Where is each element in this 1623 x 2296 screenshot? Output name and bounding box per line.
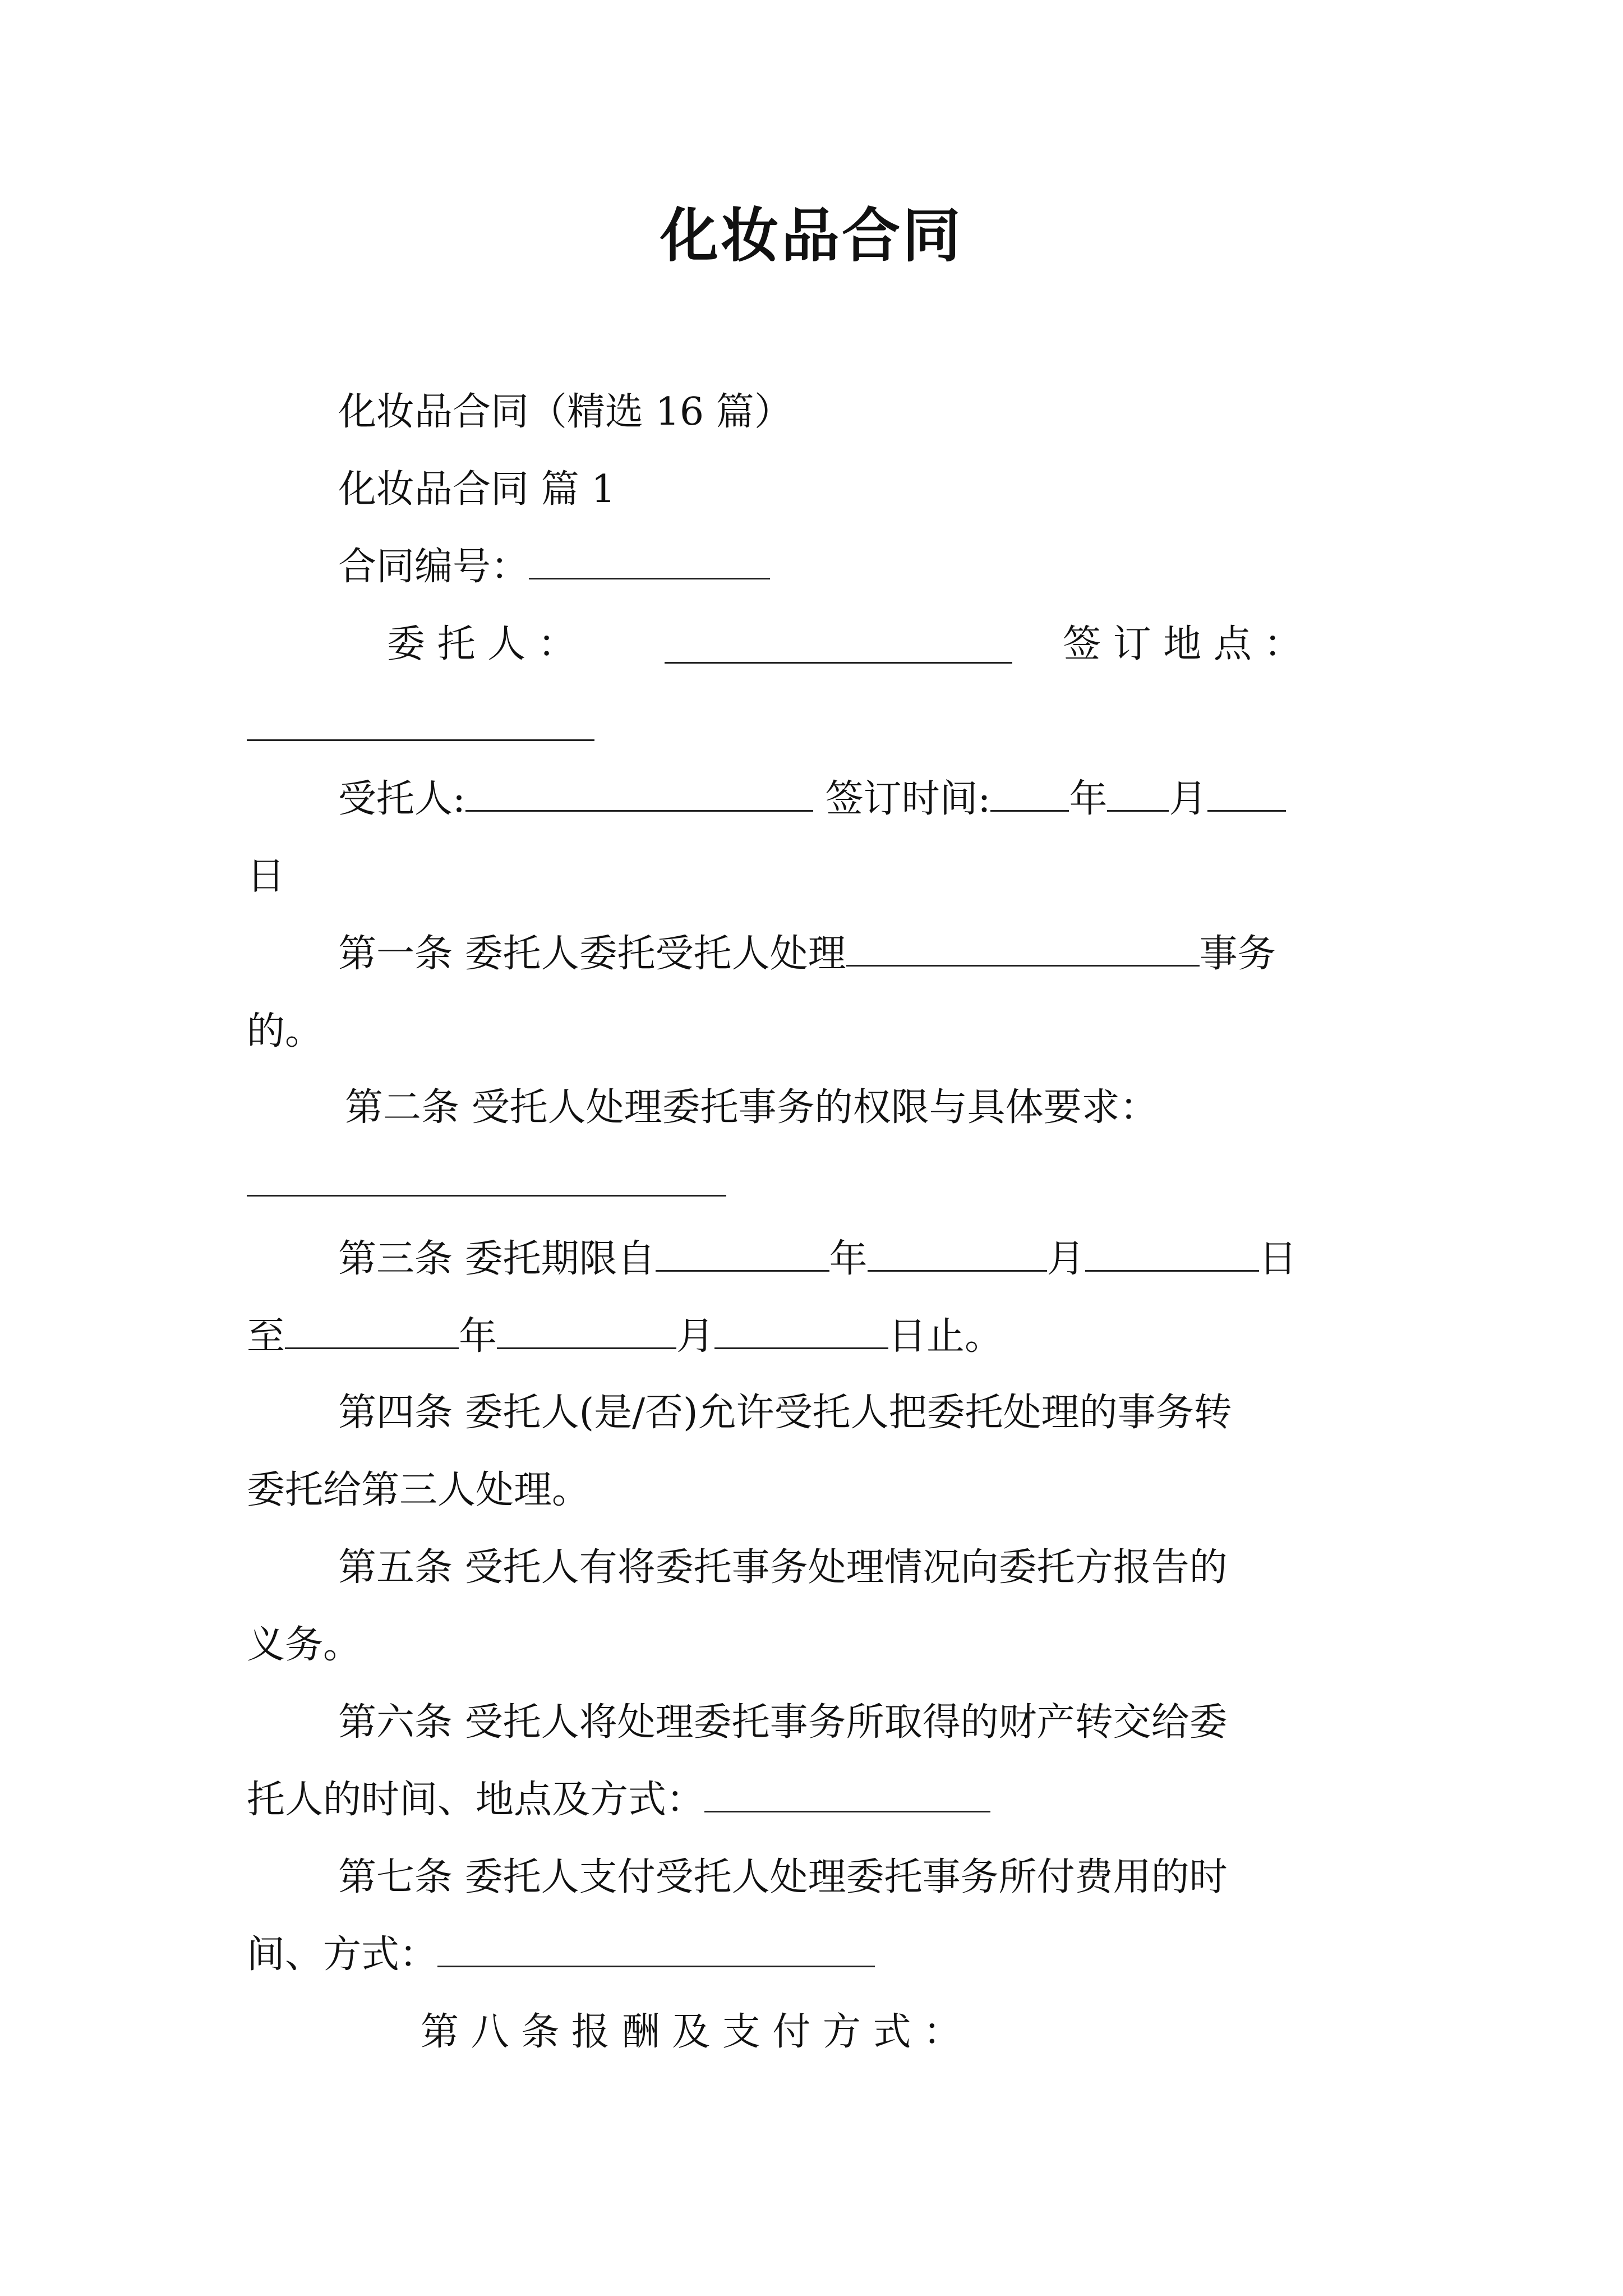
article-3-start-month-blank[interactable] [868,1235,1047,1272]
article-7-blank[interactable] [437,1931,875,1967]
entrustor-blank[interactable] [665,662,1012,664]
article-1-suffix: 事务 [1199,932,1276,976]
article-3-end-month-label: 月 [676,1314,715,1359]
article-3-end-day-blank[interactable] [714,1313,888,1349]
article-3-start-year-blank[interactable] [656,1235,829,1272]
article-8-text: 第 八 条 报 酬 及 支 付 方 式 ： [421,2010,962,2054]
article-3-line-1 [338,1234,1297,1285]
sign-place-label: 签 订 地 点 ： [1063,622,1302,666]
document-title: 化妆品合同 [660,201,963,270]
sign-month-blank[interactable] [1107,775,1169,812]
contract-number-blank[interactable] [529,543,770,579]
article-3-text: 第三条 委托期限自 [338,1237,656,1281]
sign-year-label: 年 [1069,777,1108,821]
article-6-blank[interactable] [704,1776,990,1812]
article-3-until-label: 至 [247,1314,285,1359]
article-5-line-1: 第五条 受托人有将委托事务处理情况向委托方报告的 [338,1545,1228,1590]
contract-number-label: 合同编号： [338,545,529,589]
article-3-end-year-label: 年 [459,1314,497,1359]
article-7-line-2 [247,1930,875,1980]
trustee-blank[interactable] [465,775,813,812]
article-3-end-text: 日止。 [888,1314,1003,1359]
article-6-line-2 [247,1775,990,1825]
sign-month-label: 月 [1169,777,1207,821]
sign-place-blank[interactable] [247,739,594,741]
article-3-end-month-blank[interactable] [497,1313,676,1349]
article-3-start-day-blank[interactable] [1085,1235,1259,1272]
article-3-end-year-blank[interactable] [285,1313,459,1349]
article-3-day-label: 日 [1258,1237,1297,1281]
article-3-year-label: 年 [829,1237,868,1281]
article-3-line-2 [247,1312,1003,1362]
article-3-month-label: 月 [1046,1237,1085,1281]
article-5-line-2: 义务。 [247,1623,362,1667]
article-4-line-1: 第四条 委托人(是/否)允许受托人把委托处理的事务转 [338,1391,1232,1435]
trustee-line [338,774,1286,825]
article-6-text: 托人的时间、地点及方式： [247,1778,705,1822]
article-1-blank[interactable] [846,930,1200,967]
article-1-line-2: 的。 [247,1009,324,1053]
sign-time-label: 签订时间: [825,777,991,821]
article-7-text: 间、方式： [247,1932,438,1977]
sign-year-blank[interactable] [990,775,1069,812]
article-4-line-2: 委托给第三人处理。 [247,1468,591,1512]
subtitle-line: 化妆品合同（精选 16 篇） [338,390,792,434]
chapter-heading: 化妆品合同 篇 1 [338,467,616,512]
article-1-line-1 [338,929,1276,979]
article-2-text: 第二条 受托人处理委托事务的权限与具体要求： [345,1085,1158,1130]
article-7-line-1: 第七条 委托人支付受托人处理委托事务所付费用的时 [338,1855,1228,1899]
article-2-blank[interactable] [247,1195,726,1197]
sign-day-blank[interactable] [1207,775,1286,812]
article-6-line-1: 第六条 受托人将处理委托事务所取得的财产转交给委 [338,1700,1228,1745]
trustee-label: 受托人: [338,777,465,821]
contract-number-line [338,542,770,592]
sign-day-label: 日 [247,854,285,899]
article-1-text: 第一条 委托人委托受托人处理 [338,932,846,976]
entrustor-label: 委 托 人 ： [387,622,576,666]
